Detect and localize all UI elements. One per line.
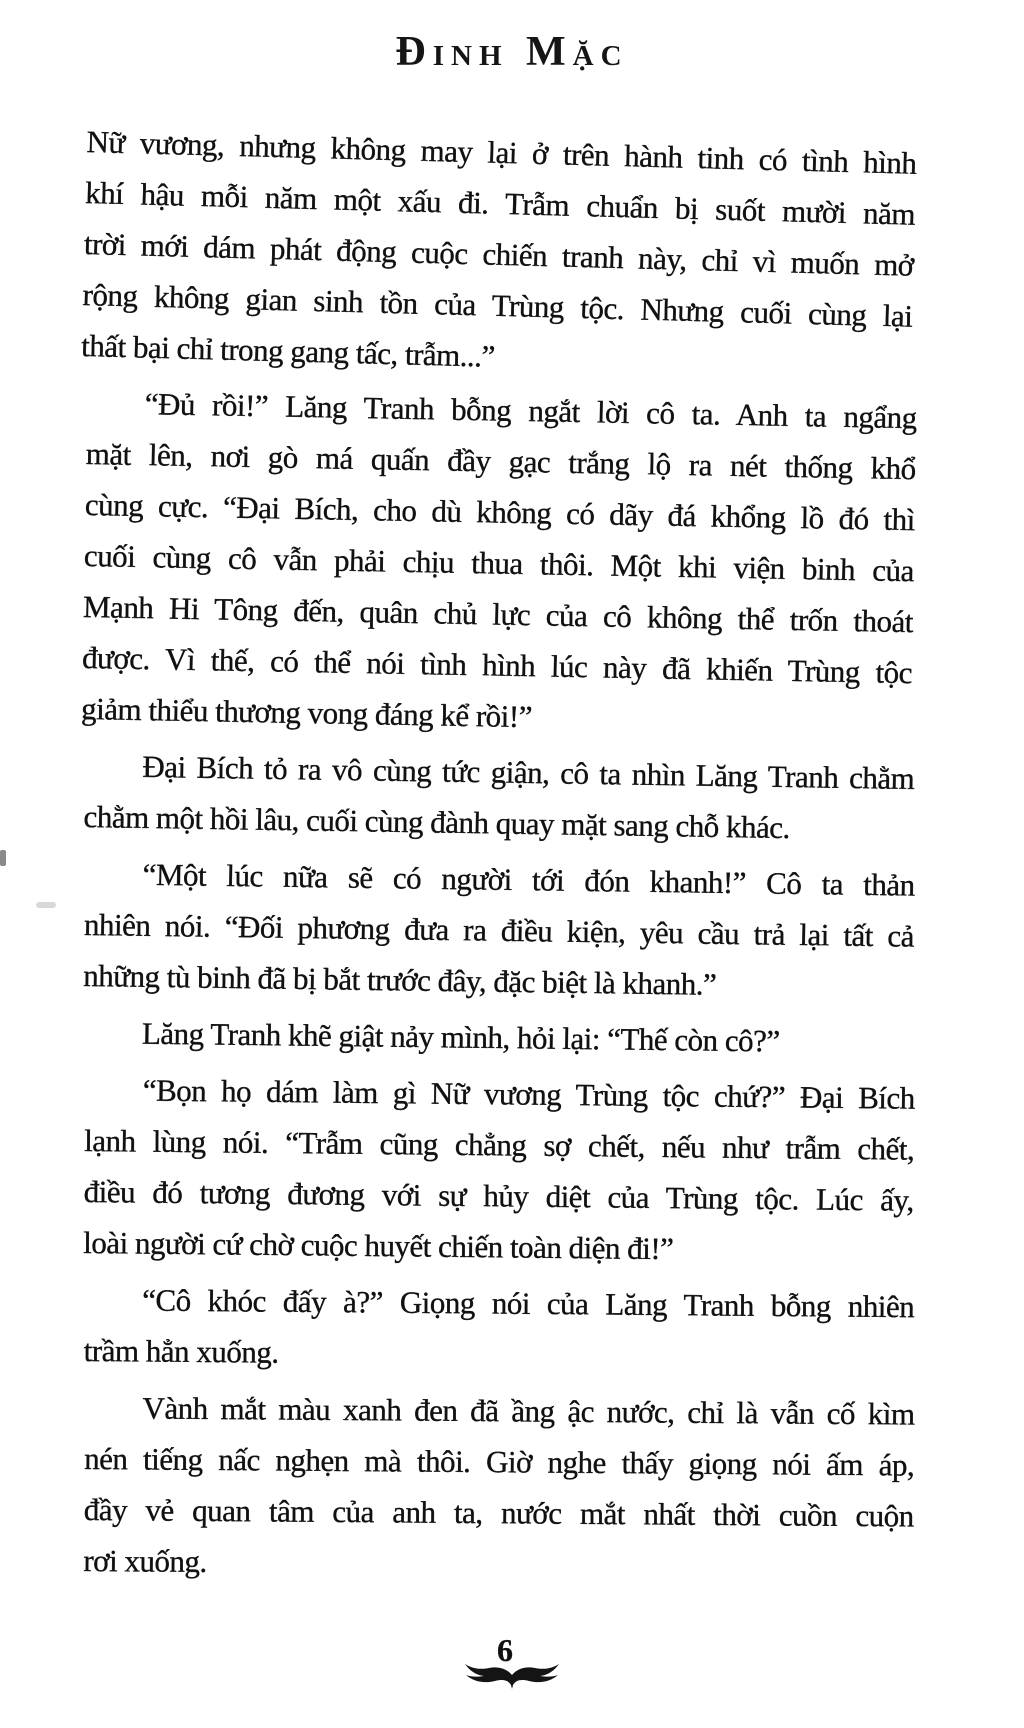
paragraph [83, 1382, 915, 1593]
paragraph [84, 1274, 915, 1383]
text-line: điều đó tương đương với sự hủy diệt của Trùng tộc. Lúc ấy, [83, 1173, 914, 1218]
text-line: trầm hẳn xuống. [83, 1332, 279, 1370]
scan-artifact [0, 850, 6, 866]
text-line: “Cô khóc đấy à?” Giọng nói của Lăng Tranh bỗng nhiên [142, 1282, 915, 1325]
text-line: Vành mắt màu xanh đen đã ầng ậc nước, chỉ là vẫn cố kìm [142, 1390, 915, 1432]
paragraph [81, 116, 917, 393]
paragraph [83, 1064, 915, 1277]
text-line: cùng cực. “Đại Bích, cho dù không có dãy đá khổng lồ đó thì [84, 487, 916, 538]
text-line: trời mới dám phát động cuộc chiến tranh này, chỉ vì muốn mở [83, 226, 915, 283]
text-line: “Bọn họ dám làm gì Nữ vương Trùng tộc chứ?” Đại Bích [142, 1072, 915, 1116]
paragraph [83, 740, 914, 855]
text-line: “Đủ rồi!” Lăng Tranh bỗng ngắt lời cô ta. Anh ta ngẩng [144, 386, 917, 436]
text-line: chằm một hồi lâu, cuối cùng đành quay mặt sang chỗ khác. [83, 798, 791, 846]
text-line: loài người cứ chờ cuộc huyết chiến toàn diện đi!” [83, 1224, 674, 1267]
text-line: những tù binh đã bị bắt trước đây, đặc biệt là khanh.” [83, 957, 717, 1002]
text-line: lạnh lùng nói. “Trẫm cũng chẳng sợ chết, nếu như trẫm chết, [84, 1123, 915, 1167]
text-line: được. Vì thế, có thể nói tình hình lúc này đã khiến Trùng tộc [81, 639, 913, 691]
text-line: nén tiếng nấc nghẹn mà thôi. Giờ nghe thấy giọng nói ấm áp, [84, 1441, 915, 1483]
scan-artifact [36, 902, 56, 908]
page-number: 6 [497, 1632, 513, 1668]
text-body [80, 116, 917, 1592]
page-footer [0, 1632, 1024, 1690]
text-line: đầy vẻ quan tâm của anh ta, nước mắt nhất thời cuồn cuộn [83, 1491, 914, 1534]
text-line: rơi xuống. [83, 1542, 207, 1579]
text-line: “Một lúc nữa sẽ có người tới đón khanh!” Cô ta thản [142, 856, 915, 903]
text-line: mặt lên, nơi gò má quấn đầy gạc trắng lộ ra nét thống khổ [85, 436, 917, 487]
text-line: nhiên nói. “Đối phương đưa ra điều kiện, yêu cầu trả lại tất cả [83, 907, 915, 954]
paragraph [84, 1007, 915, 1068]
text-line: Mạnh Hi Tông đến, quân chủ lực của cô không thể trốn thoát [82, 588, 914, 640]
text-line: rộng không gian sinh tồn của Trùng tộc. Nhưng cuối cùng lại [82, 276, 913, 334]
text-line: thất bại chỉ trong gang tấc, trẫm...” [80, 327, 496, 374]
text-line: Lăng Tranh khẽ giật nảy mình, hỏi lại: “Thế còn cô?” [141, 1015, 780, 1059]
paragraph [81, 377, 917, 749]
text-line: Nữ vương, nhưng không may lại ở trên hành tinh có tình hình [86, 124, 917, 181]
text-line: Đại Bích tỏ ra vô cùng tức giận, cô ta nhìn Lăng Tranh chằm [142, 748, 915, 797]
running-head-title: Đinh Mặc [395, 29, 629, 75]
text-line: cuối cùng cô vẫn phải chịu thua thôi. Một khi viện binh của [83, 538, 915, 589]
text-line: khí hậu mỗi năm một xấu đi. Trẫm chuẩn bị suốt mười năm [84, 175, 916, 232]
paragraph [83, 848, 915, 1013]
text-line: giảm thiểu thương vong đáng kể rồi!” [80, 690, 533, 735]
